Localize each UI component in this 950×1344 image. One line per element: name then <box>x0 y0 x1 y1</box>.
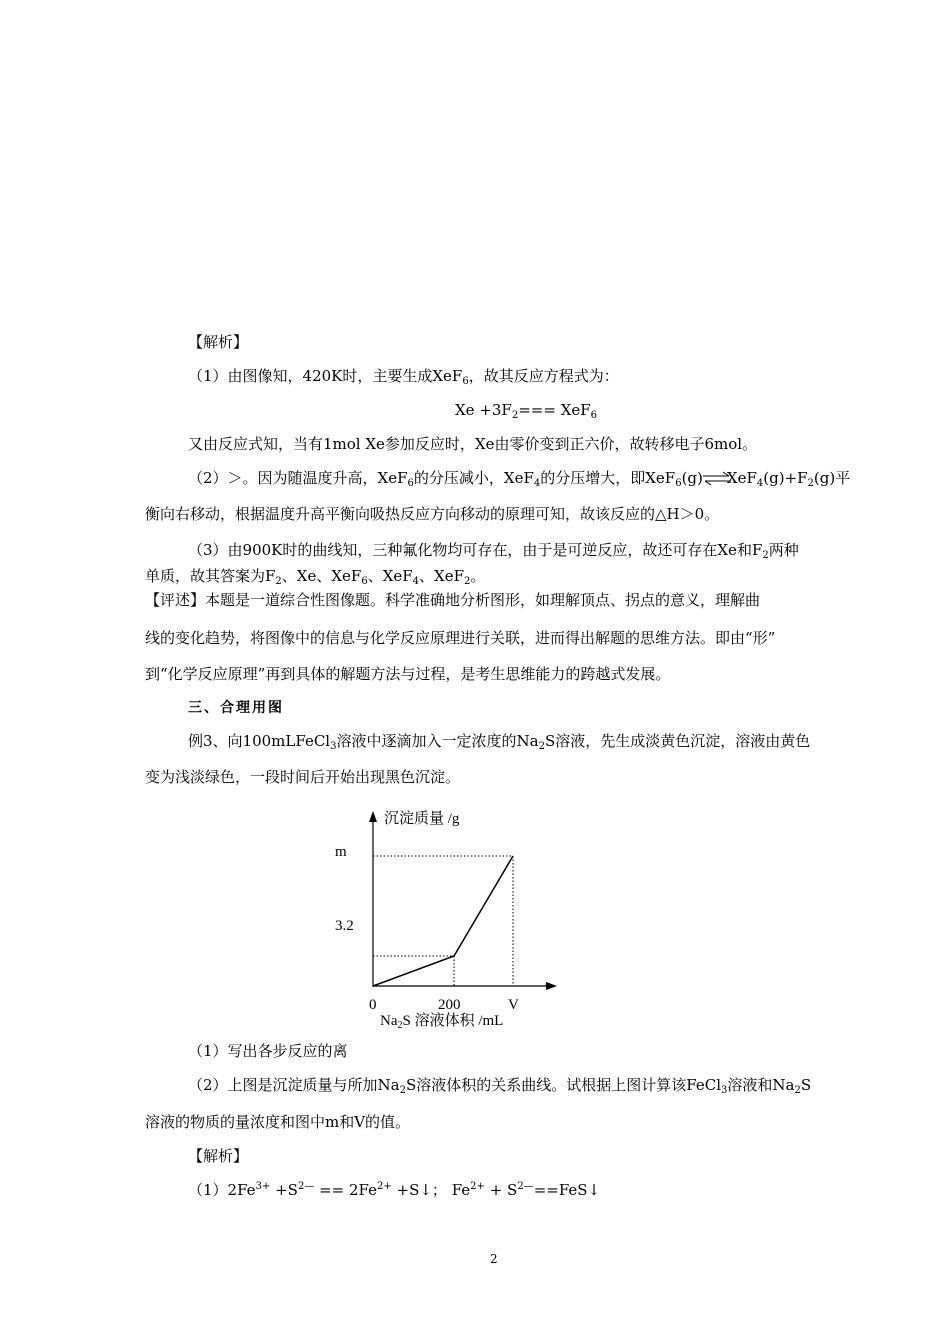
question-2-line2: 溶液的物质的量浓度和图中m和V的值。 <box>145 1113 411 1131</box>
y-tick-label-3-2: 3.2 <box>335 918 354 934</box>
y-axis-label: 沉淀质量 /g <box>384 811 460 827</box>
precipitate-mass-chart <box>320 795 600 1040</box>
section-title: 三、合理用图 <box>188 700 284 716</box>
example3-line1: 例3、向100mLFeCl$_3$溶液中逐滴加入一定浓度的$Na_2S$溶液，先生成淡黄色沉淀，溶液由黄色 <box>188 732 811 752</box>
x-axis-label: $Na_2S$ 溶液体积 /mL <box>380 1013 504 1031</box>
y-tick-label-m: m <box>335 844 347 860</box>
analysis-electron-transfer: 又由反应式知，当有1mol Xe参加反应时，Xe由零价变到正六价，故转移电子6mol。 <box>188 435 758 453</box>
y-axis-arrow-icon <box>369 811 377 822</box>
analysis2-reactions: $(1)2Fe^{3+} +S^{2—} == 2Fe^{2+}$ +S↓； $Fe^{2+}$ + $S^{2—}==FeS↓$ <box>188 1181 601 1199</box>
review-line-1: 【评述】本题是一道综合性图像题。科学准确地分析图形，如理解顶点、拐点的意义，理解曲 <box>145 591 761 609</box>
analysis-q2-line2: 衡向右移动，根据温度升高平衡向吸热反应方向移动的原理可知，故该反应的△H＞0。 <box>145 505 720 523</box>
analysis-q1-text: （1）由图像知，420K时，主要生成XeF$_6$，故其反应方程式为： <box>188 367 619 387</box>
x-tick-label-0: 0 <box>369 997 377 1013</box>
data-line <box>373 856 513 986</box>
analysis-q2-line1: （2）＞。因为随温度升高，XeF$_6$的分压减小，XeF$_4$的分压增大，即XeF$_6$(g) $XeF_4(g)+F_2(g)$平 <box>188 469 851 489</box>
example3-line2: 变为浅淡绿色，一段时间后开始出现黑色沉淀。 <box>145 768 461 786</box>
analysis-heading: 【解析】 <box>188 333 249 351</box>
question-1: （1）写出各步反应的离 <box>188 1042 348 1060</box>
x-tick-label-200: 200 <box>438 997 461 1013</box>
review-line-2: 线的变化趋势，将图像中的信息与化学反应原理进行关联，进而得出解题的思维方法。即由“形” <box>145 629 776 647</box>
analysis2-heading: 【解析】 <box>188 1147 249 1165</box>
x-tick-label-V: V <box>508 997 519 1013</box>
page-number: 2 <box>490 1252 498 1266</box>
analysis-q3-line2: 单质，故其答案为$F_2$、Xe、XeF$_6$、XeF$_4$、XeF$_2$。 <box>145 567 486 587</box>
analysis-q3-line1: （3）由900K时的曲线知，三种氟化物均可存在，由于是可逆反应，故还可存在Xe和$F_2$两种 <box>188 541 799 561</box>
x-axis-arrow-icon <box>546 982 557 990</box>
equation-xe-f2: $Xe +3F_2=== XeF_6$ <box>455 401 598 421</box>
review-line-3: 到“化学反应原理”再到具体的解题方法与过程，是考生思维能力的跨越式发展。 <box>145 665 671 683</box>
question-2-line1: （2）上图是沉淀质量与所加$Na_2S$溶液体积的关系曲线。试根据上图计算该FeCl$_3$溶液和$Na_2S$ <box>188 1076 812 1096</box>
